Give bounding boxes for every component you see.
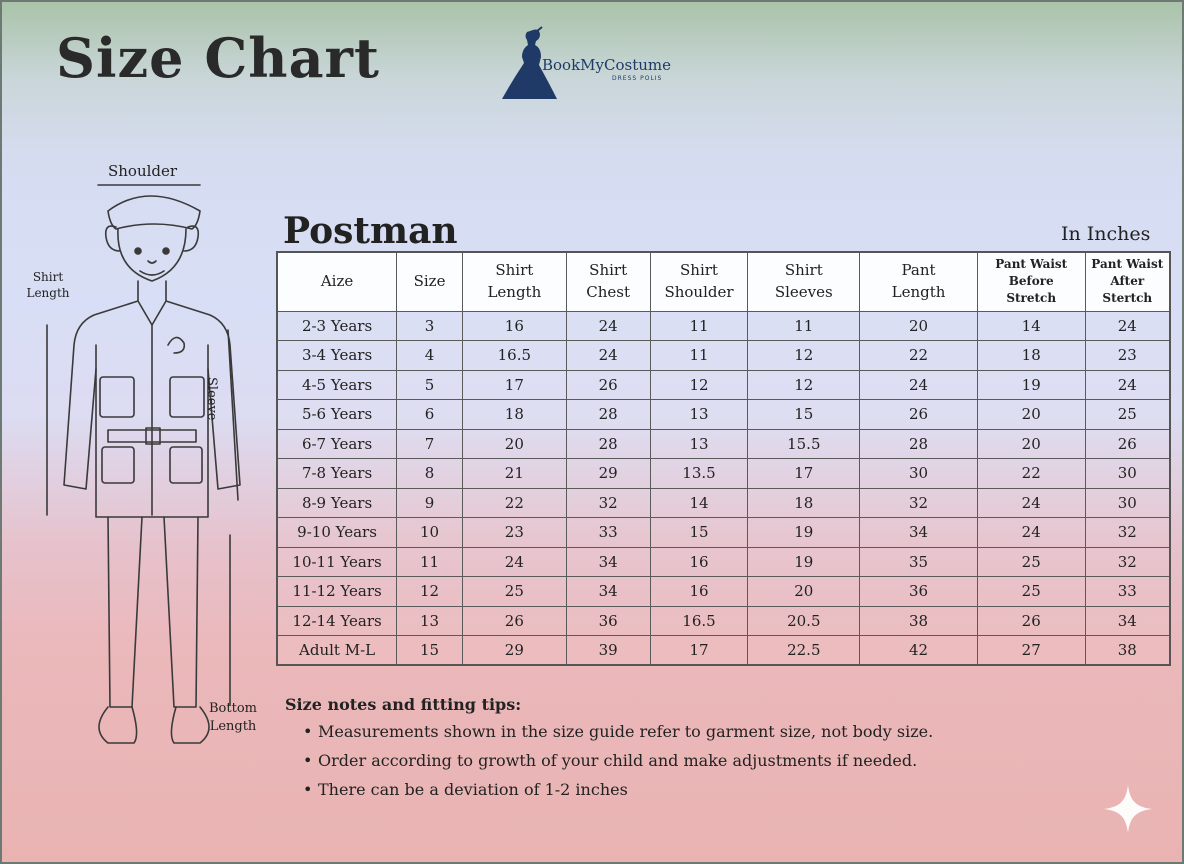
shirt-length-label: Shirt Length [26, 270, 70, 301]
cell-shirt-sleeves: 22.5 [748, 636, 860, 666]
cell-shirt-shoulder: 11 [650, 311, 748, 341]
cell-shirt-sleeves: 20.5 [748, 606, 860, 636]
cell-pant-waist-before: 27 [977, 636, 1085, 666]
cell-pant-waist-after: 38 [1085, 636, 1170, 666]
cell-pant-length: 22 [860, 341, 978, 371]
notes-list [285, 722, 1005, 799]
table-row [277, 606, 1170, 636]
cell-shirt-length: 17 [462, 370, 566, 400]
cell-shirt-length: 16.5 [462, 341, 566, 371]
cell-shirt-chest: 28 [566, 400, 650, 430]
cell-pant-waist-before: 14 [977, 311, 1085, 341]
cell-shirt-shoulder: 15 [650, 518, 748, 548]
cell-shirt-chest: 34 [566, 577, 650, 607]
cell-pant-waist-before: 20 [977, 400, 1085, 430]
cell-pant-waist-before: 26 [977, 606, 1085, 636]
cell-age: 6-7 Years [277, 429, 397, 459]
cell-pant-waist-after: 34 [1085, 606, 1170, 636]
product-title: Postman [283, 210, 458, 252]
cell-shirt-chest: 34 [566, 547, 650, 577]
cell-shirt-length: 22 [462, 488, 566, 518]
cell-age: 2-3 Years [277, 311, 397, 341]
cell-shirt-chest: 33 [566, 518, 650, 548]
brand-logo [500, 26, 710, 100]
table-row [277, 311, 1170, 341]
table-header-row [277, 252, 1170, 311]
cell-size: 11 [397, 547, 463, 577]
logo-tagline: DRESS POLIS [612, 75, 663, 82]
cell-shirt-chest: 28 [566, 429, 650, 459]
cell-pant-waist-before: 24 [977, 488, 1085, 518]
cell-pant-waist-before: 22 [977, 459, 1085, 489]
cell-pant-length: 34 [860, 518, 978, 548]
cell-pant-waist-after: 25 [1085, 400, 1170, 430]
cell-shirt-shoulder: 17 [650, 636, 748, 666]
header-shirt-sleeves: Shirt Sleeves [748, 252, 860, 311]
table-row [277, 341, 1170, 371]
cell-pant-waist-after: 30 [1085, 488, 1170, 518]
cell-pant-length: 42 [860, 636, 978, 666]
table-row [277, 547, 1170, 577]
cell-shirt-shoulder: 12 [650, 370, 748, 400]
cell-size: 4 [397, 341, 463, 371]
cell-size: 3 [397, 311, 463, 341]
cell-pant-length: 30 [860, 459, 978, 489]
cell-pant-length: 36 [860, 577, 978, 607]
cell-age: 8-9 Years [277, 488, 397, 518]
cell-pant-length: 38 [860, 606, 978, 636]
table-row [277, 400, 1170, 430]
list-item: • There can be a deviation of 1-2 inches [303, 780, 1005, 799]
header-pant-waist-before: Pant Waist Before Stretch [977, 252, 1085, 311]
cell-pant-length: 26 [860, 400, 978, 430]
header-pant-length: Pant Length [860, 252, 978, 311]
header-age: Aize [277, 252, 397, 311]
cell-pant-length: 35 [860, 547, 978, 577]
cell-shirt-sleeves: 19 [748, 518, 860, 548]
cell-age: 12-14 Years [277, 606, 397, 636]
table-body [277, 311, 1170, 665]
cell-age: 4-5 Years [277, 370, 397, 400]
shoulder-label: Shoulder [108, 162, 178, 180]
cell-pant-waist-before: 19 [977, 370, 1085, 400]
cell-shirt-shoulder: 16 [650, 577, 748, 607]
cell-pant-waist-after: 26 [1085, 429, 1170, 459]
cell-pant-waist-before: 18 [977, 341, 1085, 371]
size-table [276, 251, 1171, 666]
cell-shirt-shoulder: 16.5 [650, 606, 748, 636]
cell-pant-waist-before: 20 [977, 429, 1085, 459]
cell-shirt-chest: 26 [566, 370, 650, 400]
cell-pant-waist-after: 30 [1085, 459, 1170, 489]
cell-shirt-shoulder: 14 [650, 488, 748, 518]
table-row [277, 459, 1170, 489]
measurement-figure [20, 155, 270, 765]
cell-shirt-length: 21 [462, 459, 566, 489]
header-shirt-shoulder: Shirt Shoulder [650, 252, 748, 311]
cell-shirt-shoulder: 13 [650, 429, 748, 459]
cell-shirt-shoulder: 11 [650, 341, 748, 371]
cell-size: 10 [397, 518, 463, 548]
cell-size: 6 [397, 400, 463, 430]
cell-shirt-sleeves: 20 [748, 577, 860, 607]
cell-shirt-shoulder: 13.5 [650, 459, 748, 489]
table-row [277, 518, 1170, 548]
cell-pant-waist-after: 24 [1085, 370, 1170, 400]
cell-pant-waist-after: 33 [1085, 577, 1170, 607]
cell-shirt-chest: 39 [566, 636, 650, 666]
table-row [277, 577, 1170, 607]
sparkle-icon [1102, 783, 1154, 835]
cell-size: 7 [397, 429, 463, 459]
cell-shirt-chest: 24 [566, 341, 650, 371]
cell-age: Adult M-L [277, 636, 397, 666]
table-row [277, 636, 1170, 666]
header-size: Size [397, 252, 463, 311]
postman-boy-illustration-icon [20, 155, 270, 765]
cell-shirt-length: 18 [462, 400, 566, 430]
cell-pant-waist-after: 32 [1085, 547, 1170, 577]
cell-shirt-shoulder: 16 [650, 547, 748, 577]
cell-size: 9 [397, 488, 463, 518]
cell-age: 9-10 Years [277, 518, 397, 548]
cell-shirt-sleeves: 18 [748, 488, 860, 518]
cell-age: 11-12 Years [277, 577, 397, 607]
size-notes [285, 695, 1005, 809]
cell-age: 5-6 Years [277, 400, 397, 430]
bottom-length-label: Bottom Length [209, 701, 257, 734]
sleeve-label: Sleeve [204, 377, 219, 421]
cell-shirt-sleeves: 12 [748, 341, 860, 371]
cell-pant-waist-after: 24 [1085, 311, 1170, 341]
cell-age: 10-11 Years [277, 547, 397, 577]
cell-shirt-length: 26 [462, 606, 566, 636]
cell-pant-length: 32 [860, 488, 978, 518]
cell-shirt-chest: 32 [566, 488, 650, 518]
header-pant-waist-after: Pant Waist After Stertch [1085, 252, 1170, 311]
cell-size: 12 [397, 577, 463, 607]
cell-shirt-length: 23 [462, 518, 566, 548]
cell-age: 7-8 Years [277, 459, 397, 489]
cell-shirt-sleeves: 15 [748, 400, 860, 430]
cell-pant-waist-after: 23 [1085, 341, 1170, 371]
header-shirt-chest: Shirt Chest [566, 252, 650, 311]
cell-shirt-shoulder: 13 [650, 400, 748, 430]
cell-shirt-sleeves: 19 [748, 547, 860, 577]
cell-shirt-sleeves: 11 [748, 311, 860, 341]
cell-pant-length: 20 [860, 311, 978, 341]
cell-pant-waist-before: 24 [977, 518, 1085, 548]
cell-size: 13 [397, 606, 463, 636]
header-shirt-length: Shirt Length [462, 252, 566, 311]
cell-shirt-sleeves: 15.5 [748, 429, 860, 459]
unit-label: In Inches [1061, 223, 1151, 245]
table-row [277, 370, 1170, 400]
list-item: • Measurements shown in the size guide refer to garment size, not body size. [303, 722, 1005, 741]
logo-text: BookMyCostume [542, 56, 672, 74]
cell-pant-waist-before: 25 [977, 577, 1085, 607]
cell-shirt-chest: 24 [566, 311, 650, 341]
cell-shirt-chest: 29 [566, 459, 650, 489]
cell-shirt-sleeves: 12 [748, 370, 860, 400]
table-row [277, 429, 1170, 459]
cell-pant-length: 28 [860, 429, 978, 459]
page-title: Size Chart [56, 26, 380, 90]
cell-shirt-length: 20 [462, 429, 566, 459]
cell-size: 8 [397, 459, 463, 489]
cell-shirt-length: 29 [462, 636, 566, 666]
cell-size: 5 [397, 370, 463, 400]
notes-title: Size notes and fitting tips: [285, 695, 522, 714]
cell-age: 3-4 Years [277, 341, 397, 371]
cell-shirt-length: 25 [462, 577, 566, 607]
list-item: • Order according to growth of your child and make adjustments if needed. [303, 751, 1005, 770]
cell-pant-waist-before: 25 [977, 547, 1085, 577]
cell-shirt-sleeves: 17 [748, 459, 860, 489]
cell-pant-waist-after: 32 [1085, 518, 1170, 548]
cell-size: 15 [397, 636, 463, 666]
cell-pant-length: 24 [860, 370, 978, 400]
cell-shirt-length: 24 [462, 547, 566, 577]
cell-shirt-length: 16 [462, 311, 566, 341]
table-row [277, 488, 1170, 518]
cell-shirt-chest: 36 [566, 606, 650, 636]
